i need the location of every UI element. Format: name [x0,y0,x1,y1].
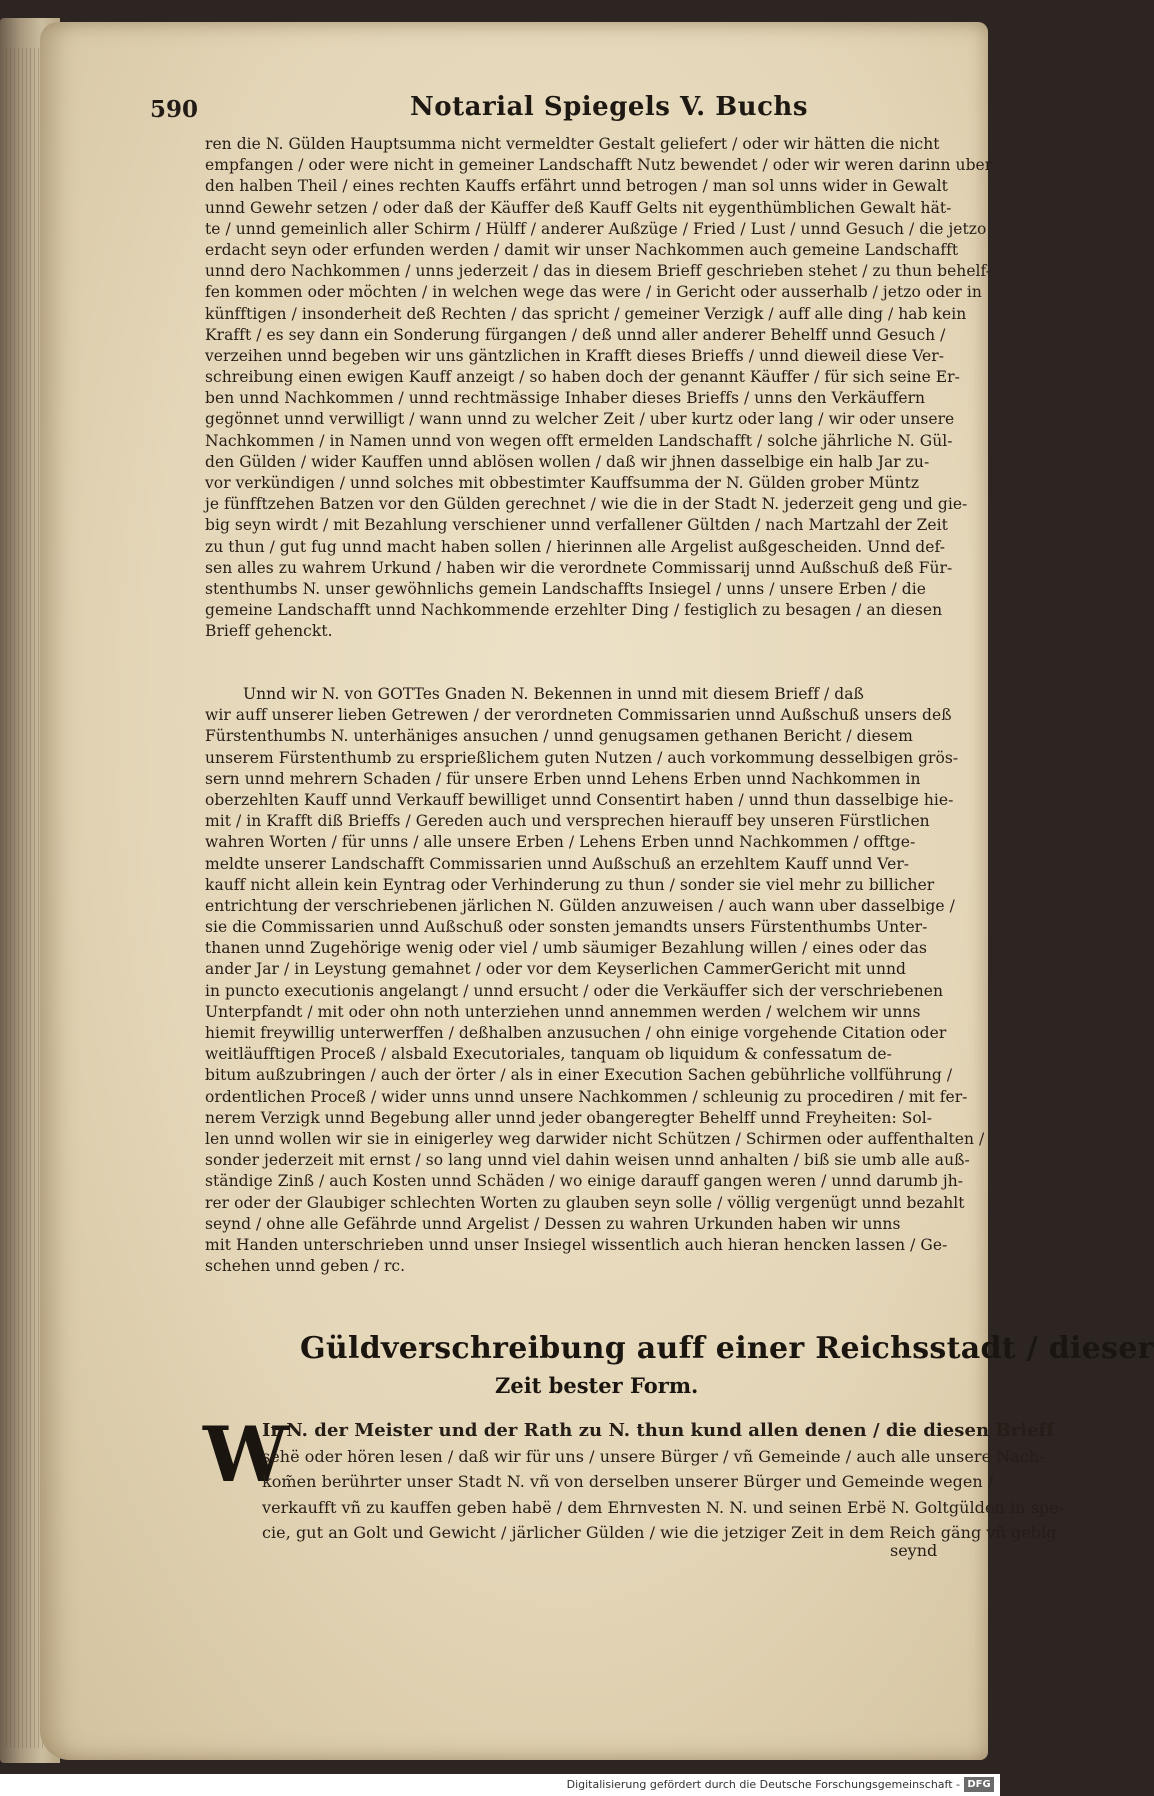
text-line: verzeihen unnd begeben wir uns gäntzlichen in Krafft dieses Brieffs / unnd dieweil diese Ver- [205,346,944,365]
text-line: erdacht seyn oder erfunden werden / damit wir unser Nachkommen auch gemeine Landschafft [205,240,959,259]
page-number: 590 [150,96,199,123]
text-line: bitum außzubringen / auch der örter / als in einer Execution Sachen gebührliche vollführung / [205,1066,953,1085]
text-line: Unterpfandt / mit oder ohn noth unterziehen unnd annemmen werden / welchem wir unns [205,1002,921,1021]
page-header [150,92,940,132]
text-line: fen kommen oder möchten / in welchen wege das were / in Gericht oder ausserhalb / jetzo oder in [205,283,982,302]
text-line: verkaufft vñ zu kauffen geben habë / dem Ehrnvesten N. N. und seinen Erbë N. Goltgülden in spe- [262,1497,1065,1517]
dfg-logo: DFG [964,1777,994,1792]
text-line: Fürstenthumbs N. unterhäniges ansuchen / unnd genugsamen gethanen Bericht / diesem [205,727,913,746]
text-line: unserem Fürstenthumb zu ersprießlichem guten Nutzen / auch vorkommung desselbigen grös- [205,748,959,767]
text-line: Unnd wir N. von GOTTes Gnaden N. Bekennen in unnd mit diesem Brieff / daß [243,685,864,703]
text-line: cie, gut an Golt und Gewicht / järlicher Gülden / wie die jetziger Zeit in dem Reich gäng vñ geblg [262,1523,1057,1542]
text-line: in puncto executionis angelangt / unnd ersucht / oder die Verkäuffer sich der verschriebenen [205,981,943,1000]
text-line: rer oder der Glaubiger schlechten Worten zu glauben seyn solle / völlig vergenügt unnd bezahlt [205,1193,965,1212]
drop-cap-initial: W [203,1410,289,1499]
text-line: zu thun / gut fug unnd macht haben sollen / hierinnen alle Argelist außgescheiden. Unnd def- [205,537,946,556]
footer-credit: Digitalisierung gefördert durch die Deutsche Forschungsgemeinschaft - [566,1778,960,1791]
section-heading: Güldverschreibung auff einer Reichsstadt / dieser [300,1331,1154,1366]
text-line: je fünfftzehen Batzen vor den Gülden gerechnet / wie die in der Stadt N. jederzeit geng und gie- [205,495,968,514]
text-line: künfftigen / insonderheit deß Rechten / das spricht / gemeiner Verzigk / auff alle ding / hab kein [205,304,967,323]
text-line: sen alles zu wahrem Urkund / haben wir die verordnete Commissarij unnd Außschuß deß Für- [205,558,953,577]
text-line: stenthumbs N. unser gewöhnlichs gemein Landschaffts Insiegel / unns / unsere Erben / die [205,579,926,598]
text-line: kom̃en berührter unser Stadt N. vñ von derselben unserer Bürger und Gemeinde wegen / [262,1472,994,1491]
catchword: seynd [890,1541,938,1560]
text-block-continuation [205,134,993,643]
text-line: weitläufftigen Proceß / alsbald Executoriales, tanquam ob liquidum & confessatum de- [205,1045,892,1064]
text-line: ständige Zinß / auch Kosten unnd Schäden / wo einige darauff gangen weren / unnd darumb jh- [205,1172,964,1191]
text-line: entrichtung der verschriebenen järlichen N. Gülden anzuweisen / auch wann uber dasselbige / [205,896,955,915]
text-line: vor verkündigen / unnd solches mit obbestimter Kauffsumma der N. Gülden grober Müntz [205,474,920,492]
text-line: ordentlichen Proceß / wider unns unnd unsere Nachkommen / schleunig zu procediren / mit fer- [205,1087,968,1106]
text-line: empfangen / oder were nicht in gemeiner Landschafft Nutz bewendet / oder wir weren darinn uber [205,156,993,175]
text-line: seynd / ohne alle Gefährde unnd Argelist / Dessen zu wahren Urkunden haben wir unns [205,1214,901,1233]
text-line: kauff nicht allein kein Eyntrag oder Verhinderung zu thun / sonder sie viel mehr zu billicher [205,875,935,894]
text-line: gegönnet unnd verwilligt / wann unnd zu welcher Zeit / uber kurtz oder lang / wir oder unsere [205,410,955,429]
text-line: den Gülden / wider Kauffen unnd ablösen wollen / daß wir jhnen dasselbige ein halb Jar zu- [205,452,930,471]
text-line: mit / in Krafft diß Brieffs / Gereden auch und versprechen hierauff bey unseren Fürstlichen [205,812,930,831]
text-line: ben unnd Nachkommen / unnd rechtmässige Inhaber dieses Brieffs / unns den Verkäuffern [205,389,926,408]
section-subheading: Zeit bester Form. [495,1373,699,1398]
text-line: sehë oder hören lesen / daß wir für uns / unsere Bürger / vñ Gemeinde / auch alle unsere Nach- [262,1446,1045,1466]
text-line: thanen unnd Zugehörige wenig oder viel / umb säumiger Bezahlung willen / eines oder das [205,939,928,958]
text-block-paragraph-2 [205,684,985,1277]
text-line: den halben Theil / eines rechten Kauffs erfährt unnd betrogen / man sol unns wider in Gewalt [205,177,948,196]
footer-bar [0,1774,1000,1796]
text-line: big seyn wirdt / mit Bezahlung verschiener unnd verfallener Gültden / nach Martzahl der Zeit [205,516,948,535]
text-line: sern unnd mehrern Schaden / für unsere Erben unnd Lehens Erben unnd Nachkommen in [205,769,921,788]
text-line: Nachkommen / in Namen unnd von wegen offt ermelden Landschafft / solche jährliche N. Gül- [205,431,953,450]
text-line: mit Handen unterschrieben unnd unser Insiegel wissentlich auch hieran hencken lassen / Ge- [205,1235,948,1254]
text-line: gemeine Landschafft unnd Nachkommende erzehlter Ding / festiglich zu besagen / an diesen [205,601,943,620]
text-line: sie die Commissarien unnd Außschuß oder sonsten jemandts unsers Fürstenthumbs Unter- [205,918,928,937]
text-line: Krafft / es sey dann ein Sonderung fürgangen / deß unnd aller anderer Behelff unnd Gesuch / [205,325,946,344]
text-line: sonder jederzeit mit ernst / so lang unnd viel dahin weisen unnd anhalten / biß sie umb alle auß- [205,1151,970,1170]
text-line: unnd dero Nachkommen / unns jederzeit / das in diesem Brieff geschrieben stehet / zu thun behelf- [205,262,992,281]
text-line: unnd Gewehr setzen / oder daß der Käuffer deß Kauff Gelts nit eygenthümblichen Gewalt hät- [205,198,952,217]
text-line: wahren Worten / für unns / alle unsere Erben / Lehens Erben unnd Nachkommen / offtge- [205,833,916,852]
text-line: schreibung einen ewigen Kauff anzeigt / so haben doch der genannt Käuffer / für sich seine Er- [205,368,960,387]
text-line: ander Jar / in Leystung gemahnet / oder vor dem Keyserlichen CammerGericht mit unnd [205,960,907,979]
text-line: hiemit freywillig unterwerffen / deßhalben anzusuchen / ohn einige vorgehende Citation oder [205,1024,947,1042]
text-line: Ir N. der Meister und der Rath zu N. thun kund allen denen / die diesen Brieff [262,1420,1055,1441]
text-line: nerem Verzigk unnd Begebung aller unnd jeder obangeregter Behelff unnd Freyheiten: Sol- [205,1108,933,1127]
text-line: schehen unnd geben / rc. [205,1257,406,1276]
running-title: Notarial Spiegels V. Buchs [410,92,808,122]
text-block-section [262,1418,1065,1546]
text-line: oberzehlten Kauff unnd Verkauff bewilliget unnd Consentirt haben / unnd thun dasselbige hie- [205,790,954,809]
text-line: ren die N. Gülden Hauptsumma nicht vermeldter Gestalt geliefert / oder wir hätten die nicht [205,135,940,153]
text-line: Brieff gehenckt. [205,622,333,641]
text-line: wir auff unserer lieben Getrewen / der verordneten Commissarien unnd Außschuß unsers deß [205,706,952,725]
text-line: len unnd wollen wir sie in einigerley weg darwider nicht Schützen / Schirmen oder auffenthalten / [205,1129,985,1148]
text-line: te / unnd gemeinlich aller Schirm / Hülff / anderer Außzüge / Fried / Lust / unnd Gesuch / die jetzo [205,219,987,238]
text-line: meldte unserer Landschafft Commissarien unnd Außschuß an erzehltem Kauff unnd Ver- [205,854,910,873]
